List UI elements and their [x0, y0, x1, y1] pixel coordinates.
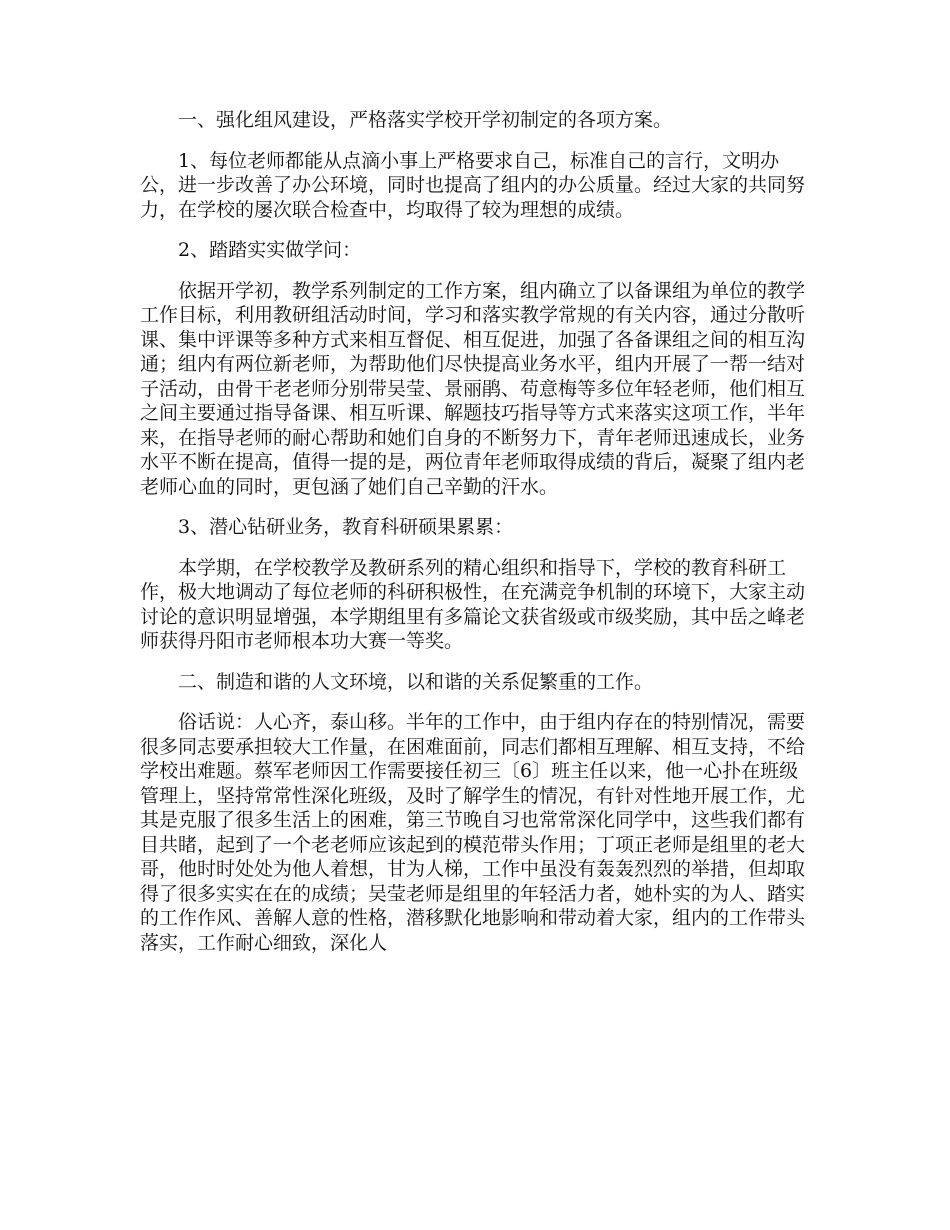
section-heading-1: 一、强化组风建设，严格落实学校开学初制定的各项方案。: [178, 109, 673, 131]
document-page: [140, 108, 808, 971]
paragraph-research-results: 本学期，在学校教学及教研系列的精心组织和指导下，学校的教育科研工作，极大地调动了每位老师的科研积极性，在充满竞争机制的环境下，大家主动讨论的意识明显增强，本学期组里有多篇论文获省级或市级奖励，其中岳之峰老师获得丹阳市老师根本功大赛一等奖。: [140, 556, 806, 652]
paragraph-office-conduct: 1、每位老师都能从点滴小事上严格要求自己，标准自己的言行，文明办公，进一步改善了办公环境，同时也提高了组内的办公质量。经过大家的共同努力，在学校的屡次联合检查中，均取得了较为理想的成绩。: [140, 149, 806, 221]
subheading-learning: 2、踏踏实实做学问：: [178, 239, 362, 261]
paragraph-harmony: 俗话说：人心齐，泰山移。半年的工作中，由于组内存在的特别情况，需要很多同志要承担较大工作量，在困难面前，同志们都相互理解、相互支持，不给学校出难题。蔡军老师因工作需要接任初三〔6〕班主任以来，他一心扑在班级管理上，坚持常常性深化班级，及时了解学生的情况，有针对性地开展工作，尤其是克服了很多生活上的困难，第三节晚自习也常常深化同学中，这些我们都有目共睹，起到了一个老老师应该起到的模范带头作用；丁项正老师是组里的老大哥，他时时处处为他人着想，甘为人梯，工作中虽没有轰轰烈烈的举措，但却取得了很多实实在在的成绩；吴莹老师是组里的年轻活力者，她朴实的为人、踏实的工作作风、善解人意的性格，潜移默化地影响和带动着大家，组内的工作带头落实，工作耐心细致，深化人: [140, 711, 806, 954]
section-heading-2: 二、制造和谐的人文环境，以和谐的关系促繁重的工作。: [178, 670, 654, 693]
paragraph-teaching-goals: 依据开学初，教学系列制定的工作方案，组内确立了以备课组为单位的教学工作目标，利用教研组活动时间，学习和落实教学常规的有关内容，通过分散听课、集中评课等多种方式来相互督促、相互促进，加强了各备课组之间的相互沟通；组内有两位新老师，为帮助他们尽快提高业务水平，组内开展了一帮一结对子活动，由骨干老老师分别带吴莹、景丽鹃、苟意梅等多位年轻老师，他们相互之间主要通过指导备课、相互听课、解题技巧指导等方式来落实这项工作，半年来，在指导老师的耐心帮助和她们自身的不断努力下，青年老师迅速成长，业务水平不断在提高，值得一提的是，两位青年老师取得成绩的背后，凝聚了组内老老师心血的同时，更包涵了她们自己辛勤的汗水。: [140, 279, 806, 498]
subheading-research: 3、潜心钻研业务，教育科研硕果累累：: [178, 516, 514, 538]
